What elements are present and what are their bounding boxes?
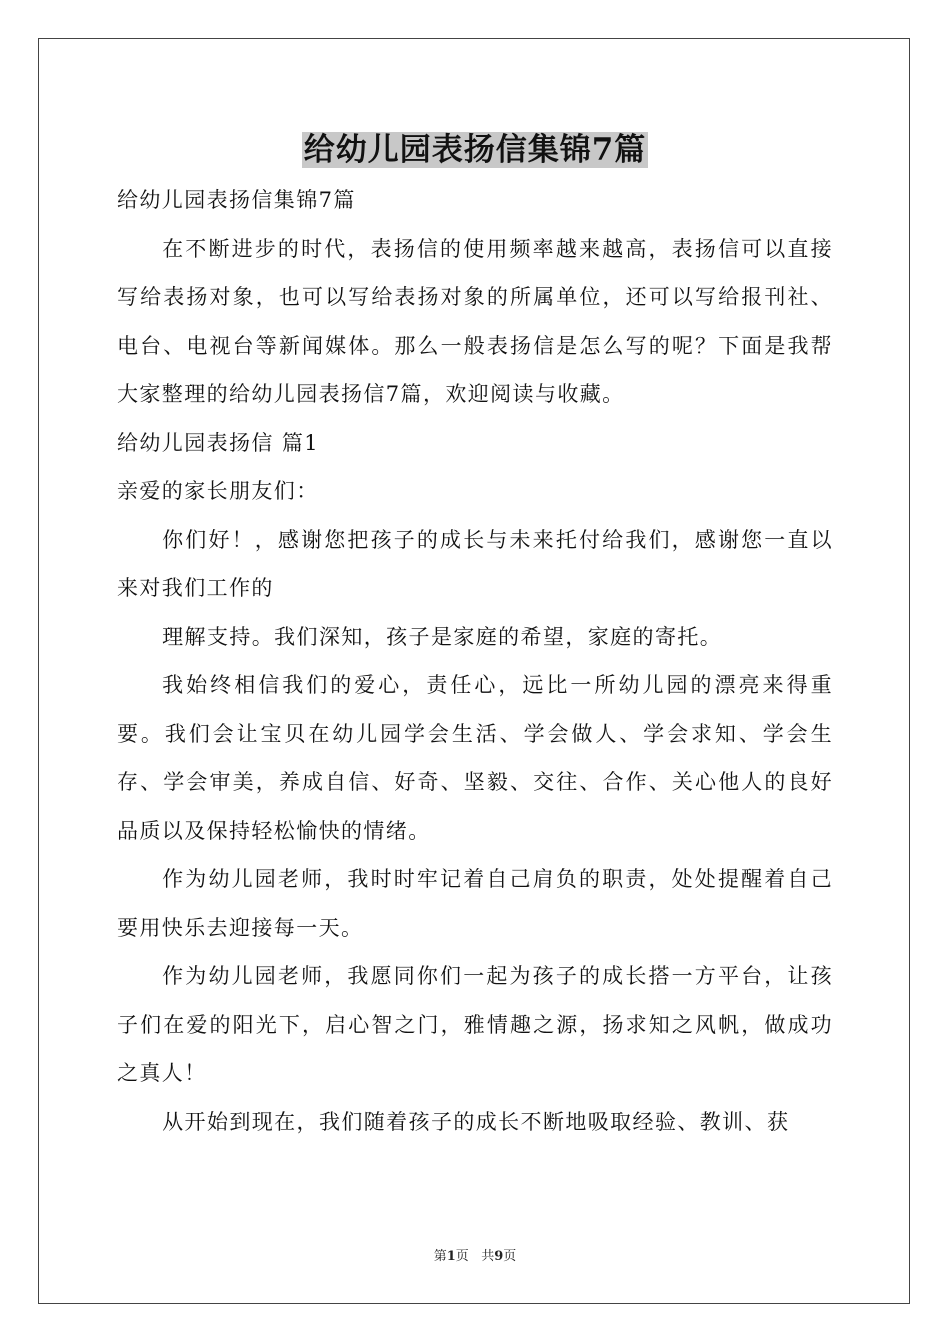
body-paragraph: 作为幼儿园老师，我时时牢记着自己肩负的职责，处处提醒着自己要用快乐去迎接每一天。	[117, 867, 833, 940]
body-paragraph: 从开始到现在，我们随着孩子的成长不断地吸取经验、教训、获	[162, 1109, 790, 1134]
body-paragraph: 给幼儿园表扬信 篇1	[117, 430, 320, 455]
body-paragraph: 在不断进步的时代，表扬信的使用频率越来越高，表扬信可以直接写给表扬对象，也可以写给表扬对象的所属单位，还可以写给报刊社、电台、电视台等新闻媒体。那么一般表扬信是怎么写的呢？下面是我帮大家整理的给幼儿园表扬信7篇，欢迎阅读与收藏。	[117, 236, 833, 406]
body-paragraph: 我始终相信我们的爱心，责任心，远比一所幼儿园的漂亮来得重要。我们会让宝贝在幼儿园学会生活、学会做人、学会求知、学会生存、学会审美，养成自信、好奇、坚毅、交往、合作、关心他人的良好品质以及保持轻松愉快的情绪。	[117, 673, 833, 843]
body-paragraph: 给幼儿园表扬信集锦7篇	[117, 188, 356, 212]
document-body	[117, 176, 833, 1146]
body-paragraph: 你们好！，感谢您把孩子的成长与未来托付给我们，感谢您一直以来对我们工作的	[117, 527, 833, 600]
page-footer	[0, 1245, 950, 1264]
document-title-text: 给幼儿园表扬信集锦7篇	[303, 132, 647, 168]
body-paragraph: 作为幼儿园老师，我愿同你们一起为孩子的成长搭一方平台，让孩子们在爱的阳光下，启心智之门，雅情趣之源，扬求知之风帆，做成功之真人！	[117, 964, 833, 1085]
page-number-suffix: 页	[503, 1249, 517, 1264]
document-title	[0, 126, 950, 174]
page-number-prefix: 第	[433, 1249, 447, 1264]
page-number-total: 9	[494, 1249, 504, 1264]
page-number-mid: 页 共	[455, 1249, 495, 1264]
page-number-current: 1	[446, 1249, 456, 1264]
body-paragraph: 理解支持。我们深知，孩子是家庭的希望，家庭的寄托。	[162, 624, 723, 649]
body-paragraph: 亲爱的家长朋友们：	[117, 479, 319, 503]
